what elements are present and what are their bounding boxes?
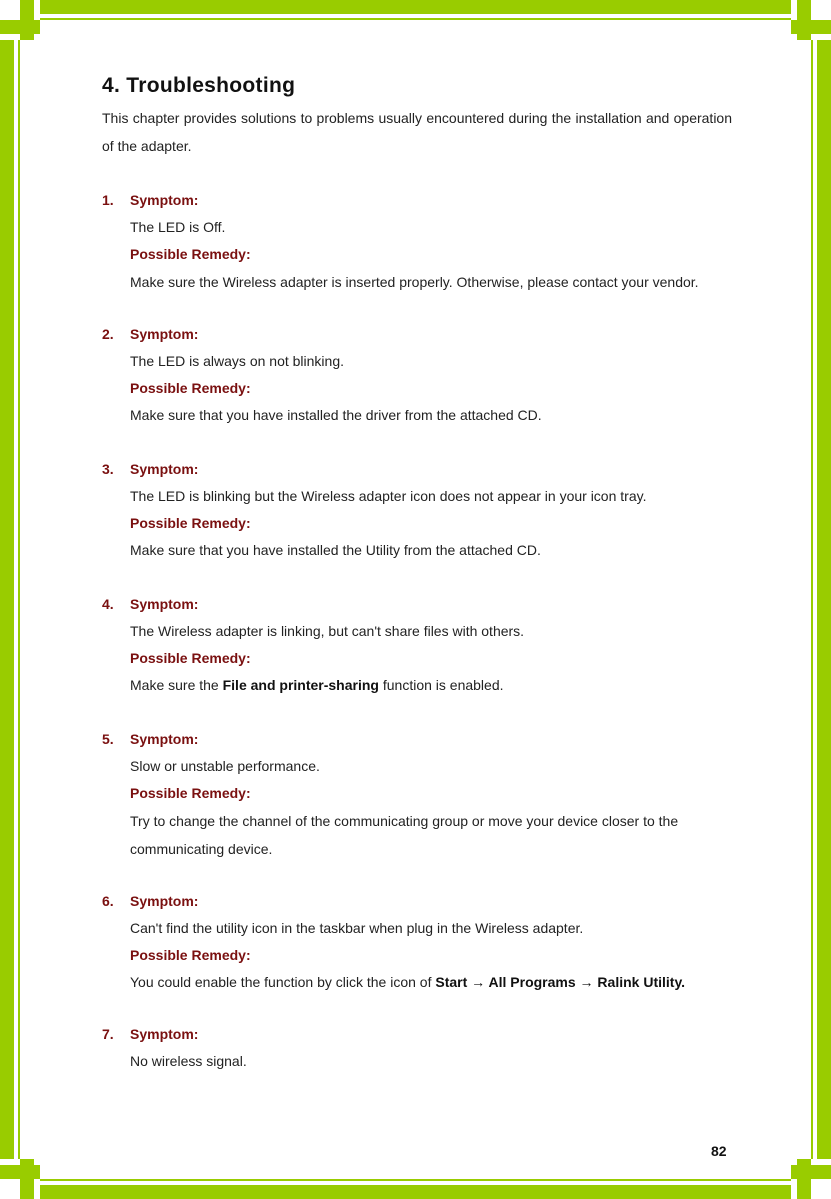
- remedy-text-bold: File and printer-sharing: [222, 677, 379, 693]
- troubleshoot-item-3: [102, 456, 732, 564]
- frame-bottom-inner: [40, 1179, 791, 1181]
- remedy-label: Possible Remedy:: [130, 246, 251, 262]
- item-number: 3.: [102, 461, 114, 477]
- remedy-text-pre: Make sure the: [130, 677, 223, 693]
- remedy-text: Make sure the Wireless adapter is inserted properly. Otherwise, please contact your vendor.: [130, 274, 699, 290]
- symptom-text: No wireless signal.: [130, 1053, 247, 1069]
- symptom-label: Symptom:: [130, 1026, 199, 1042]
- frame-bottom: [40, 1185, 791, 1199]
- remedy-text-pre: You could enable the function by click the icon of: [130, 974, 436, 990]
- symptom-text: The Wireless adapter is linking, but can't share files with others.: [130, 623, 525, 639]
- symptom-label: Symptom:: [130, 192, 199, 208]
- remedy-text-post: function is enabled.: [378, 677, 504, 693]
- frame-left-inner: [18, 40, 20, 1159]
- item-number: 1.: [102, 192, 114, 208]
- symptom-label: Symptom:: [130, 461, 199, 477]
- frame-top: [40, 0, 791, 14]
- frame-left: [0, 40, 14, 1159]
- frame-corner-top-left: [0, 0, 40, 40]
- troubleshoot-item-5: [102, 726, 732, 863]
- frame-corner-bottom-left: [0, 1159, 40, 1199]
- remedy-text: Make sure that you have installed the Utility from the attached CD.: [130, 542, 541, 558]
- symptom-text: Slow or unstable performance.: [130, 758, 320, 774]
- remedy-label: Possible Remedy:: [130, 947, 251, 963]
- item-number: 6.: [102, 893, 114, 909]
- frame-top-inner: [40, 18, 791, 20]
- item-number: 4.: [102, 596, 114, 612]
- remedy-text-bold: Start → All Programs → Ralink Utility.: [435, 974, 686, 990]
- troubleshoot-item-6: [102, 888, 732, 996]
- page-title: 4. Troubleshooting: [102, 74, 296, 97]
- frame-right: [817, 40, 831, 1159]
- page-number: 82: [711, 1143, 727, 1159]
- symptom-text: Can't find the utility icon in the taskbar when plug in the Wireless adapter.: [130, 920, 584, 936]
- remedy-label: Possible Remedy:: [130, 650, 251, 666]
- intro-paragraph: This chapter provides solutions to problems usually encountered during the installation and operation of the adapter.: [102, 110, 732, 154]
- frame-corner-bottom-right: [791, 1159, 831, 1199]
- troubleshoot-item-7: [102, 1021, 732, 1075]
- remedy-text: [130, 969, 732, 996]
- symptom-text: The LED is always on not blinking.: [130, 353, 344, 369]
- symptom-label: Symptom:: [130, 893, 199, 909]
- item-number: 5.: [102, 731, 114, 747]
- symptom-label: Symptom:: [130, 596, 199, 612]
- item-number: 7.: [102, 1026, 114, 1042]
- symptom-label: Symptom:: [130, 731, 199, 747]
- symptom-text: The LED is blinking but the Wireless adapter icon does not appear in your icon tray.: [130, 488, 647, 504]
- remedy-text: Try to change the channel of the communicating group or move your device closer to the communicating device.: [130, 813, 679, 857]
- page-content: [102, 74, 732, 1075]
- troubleshoot-item-4: [102, 591, 732, 699]
- remedy-text: [130, 672, 732, 699]
- item-number: 2.: [102, 326, 114, 342]
- troubleshoot-item-1: [102, 187, 732, 296]
- troubleshoot-item-2: [102, 321, 732, 429]
- frame-corner-top-right: [791, 0, 831, 40]
- remedy-label: Possible Remedy:: [130, 515, 251, 531]
- frame-right-inner: [811, 40, 813, 1159]
- remedy-text: Make sure that you have installed the driver from the attached CD.: [130, 407, 542, 423]
- symptom-label: Symptom:: [130, 326, 199, 342]
- remedy-label: Possible Remedy:: [130, 380, 251, 396]
- symptom-text: The LED is Off.: [130, 219, 226, 235]
- remedy-label: Possible Remedy:: [130, 785, 251, 801]
